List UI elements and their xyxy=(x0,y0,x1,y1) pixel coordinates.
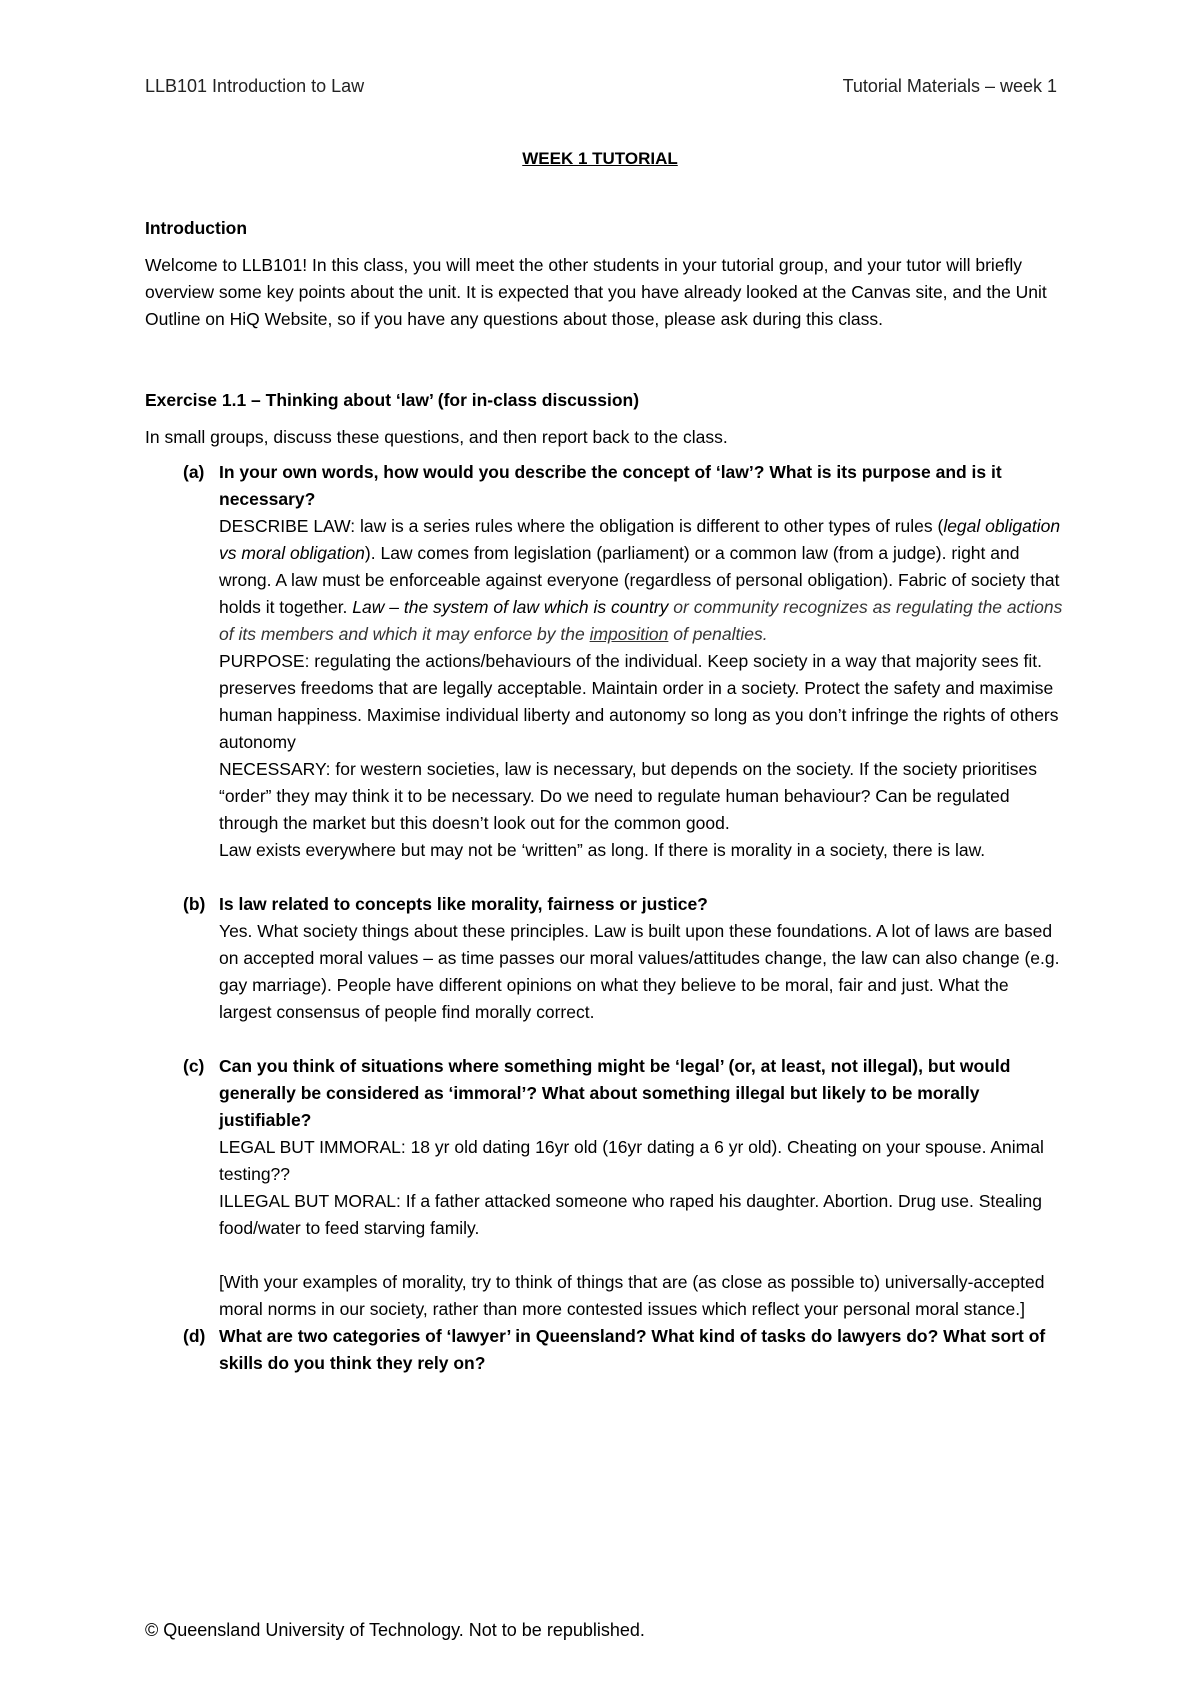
intro-paragraph: Welcome to LLB101! In this class, you will meet the other students in your tutorial group, and your tutor will briefly overview some key points about the unit. It is expected that you have already looked at the Canvas site, and the Unit Outline on HiQ Website, so if you have any questions about those, please ask during this class. xyxy=(145,255,1047,329)
answer-a-describe-part1: DESCRIBE LAW: law is a series rules where the obligation is different to other types of rules ( xyxy=(219,516,944,536)
header-unit-title: LLB101 Introduction to Law xyxy=(145,76,365,96)
answer-a-describe xyxy=(219,513,1065,648)
question-d-label: (d) xyxy=(183,1326,206,1346)
spacer xyxy=(219,1242,1065,1269)
question-b-label: (b) xyxy=(183,894,206,914)
question-d-text: What are two categories of ‘lawyer’ in Queensland? What kind of tasks do lawyers do? What sort of skills do you think they rely on? xyxy=(219,1326,1046,1373)
answer-c-illegal-moral: ILLEGAL BUT MORAL: If a father attacked someone who raped his daughter. Abortion. Drug use. Stealing food/water to feed starving family. xyxy=(219,1191,1042,1238)
question-d xyxy=(145,1323,1065,1377)
exercise-lead: In small groups, discuss these questions, and then report back to the class. xyxy=(145,427,728,447)
question-a-text: In your own words, how would you describe the concept of ‘law’? What is its purpose and is it necessary? xyxy=(219,462,1002,509)
answer-a-necessary: NECESSARY: for western societies, law is necessary, but depends on the society. If the society prioritises “order” they may think it to be necessary. Do we need to regulate human behaviour? Can be regulated through the market but this doesn’t look out for the common good. xyxy=(219,759,1038,833)
exercise-heading: Exercise 1.1 – Thinking about ‘law’ (for in-class discussion) xyxy=(145,390,640,410)
question-c-text: Can you think of situations where something might be ‘legal’ (or, at least, not illegal), but would generally be considered as ‘immoral’? What about something illegal but likely to be morally justifiable? xyxy=(219,1056,1011,1130)
question-b-text: Is law related to concepts like morality, fairness or justice? xyxy=(219,894,708,914)
page-title: WEEK 1 TUTORIAL xyxy=(522,149,678,168)
question-a xyxy=(145,459,1065,864)
answer-c-note: [With your examples of morality, try to think of things that are (as close as possible to) universally-accepted moral norms in our society, rather than more contested issues which reflect your personal moral stance.] xyxy=(219,1272,1045,1319)
spacer xyxy=(145,1026,1065,1053)
answer-a-describe-italic: legal obligation vs moral obligation xyxy=(219,516,1061,563)
answer-a-definition-part3: of penalties. xyxy=(668,624,768,644)
spacer xyxy=(145,864,1065,891)
question-a-label: (a) xyxy=(183,462,205,482)
answer-a-definition-underlined: imposition xyxy=(589,624,669,644)
answer-a-morality: Law exists everywhere but may not be ‘written” as long. If there is morality in a society, there is law. xyxy=(219,840,986,860)
answer-a-describe-part2: ). Law comes from legislation (parliament) or a common law (from a judge). right and wrong. A law must be enforceable against everyone (regardless of personal obligation). Fabric of society that holds it together. xyxy=(219,543,1060,617)
answer-b: Yes. What society things about these principles. Law is built upon these foundations. A lot of laws are based on accepted moral values – as time passes our moral values/attitudes change, the law can also change (e.g. gay marriage). People have different opinions on what they believe to be moral, fair and just. What the largest consensus of people find morally correct. xyxy=(219,921,1060,1022)
header-section-title: Tutorial Materials – week 1 xyxy=(842,76,1057,96)
question-b xyxy=(145,891,1065,1026)
answer-a-purpose: PURPOSE: regulating the actions/behaviours of the individual. Keep society in a way that majority sees fit. preserves freedoms that are legally acceptable. Maintain order in a society. Protect the safety and maximise human happiness. Maximise individual liberty and autonomy so long as you don’t infringe the rights of others autonomy xyxy=(219,651,1059,752)
document-body xyxy=(145,215,1065,1377)
answer-a-definition-part1: Law – the system of law which is country xyxy=(352,597,669,617)
footer-copyright: © Queensland University of Technology. Not to be republished. xyxy=(145,1620,645,1640)
answer-c-legal-immoral: LEGAL BUT IMMORAL: 18 yr old dating 16yr old (16yr dating a 6 yr old). Cheating on your spouse. Animal testing?? xyxy=(219,1137,1044,1184)
question-c-label: (c) xyxy=(183,1056,205,1076)
intro-heading: Introduction xyxy=(145,218,248,238)
answer-a-definition-part2: or community recognizes as regulating the actions of its members and which it may enforce by the xyxy=(219,597,1063,644)
question-c xyxy=(145,1053,1065,1323)
